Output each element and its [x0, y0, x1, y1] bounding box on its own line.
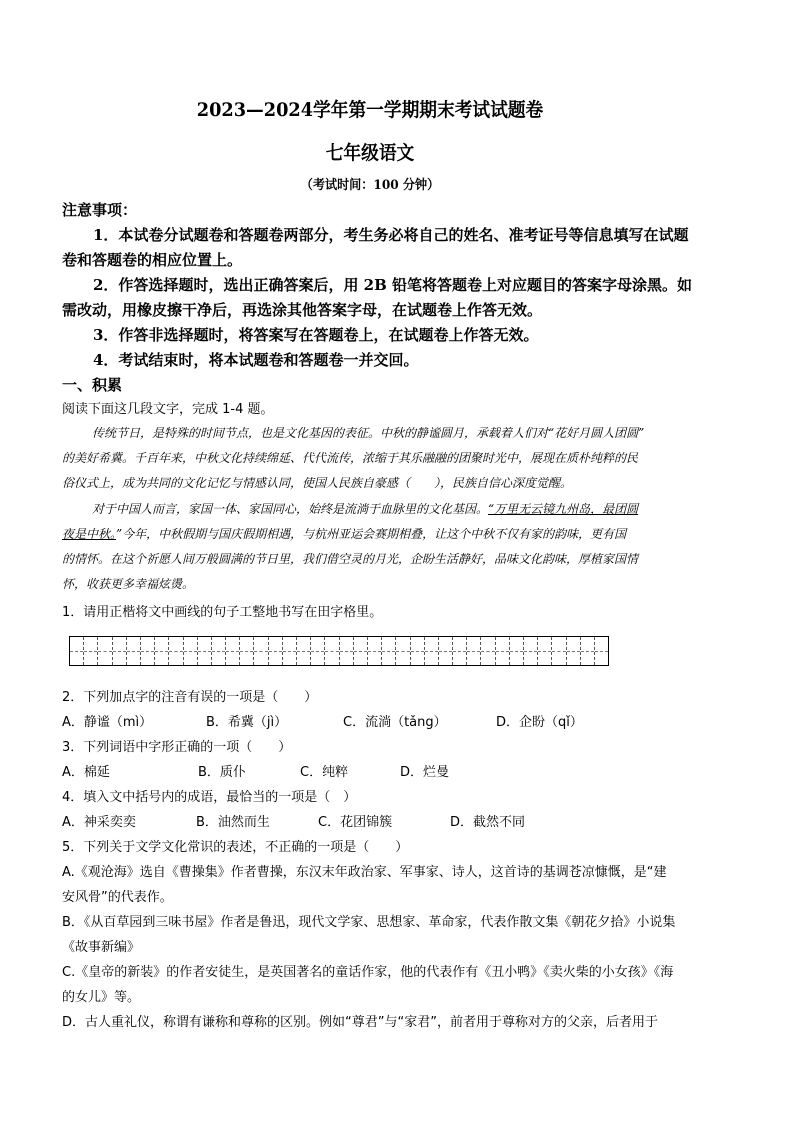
- question-2: 2．下列加点字的注音有误的一项是（ ）: [62, 690, 318, 705]
- q5-option-a-line2: 安风骨”的代表作。: [62, 890, 173, 905]
- question-4: 4．填入文中括号内的成语，最恰当的一项是（ ）: [62, 790, 357, 805]
- q4-option-a[interactable]: A．神采奕奕: [62, 815, 136, 830]
- q3-option-a[interactable]: A．棉延: [62, 765, 110, 780]
- note-1-line1: 1．本试卷分试题卷和答题卷两部分，考生务必将自己的姓名、准考证号等信息填写在试题: [93, 226, 689, 244]
- q5-option-b-line2: 《故事新编》: [62, 940, 141, 955]
- passage-p2-line2-plain: ”今年，中秋假期与国庆假期相遇，与杭州亚运会赛期相叠，让这个中秋不仅有家的韵味，更有国: [116, 527, 627, 541]
- note-1-line2: 卷和答题卷的相应位置上。: [62, 251, 243, 269]
- note-2-line1: 2．作答选择题时，选出正确答案后，用 2B 铅笔将答题卷上对应题目的答案字母涂黑。如: [93, 276, 693, 294]
- q5-option-b-line1[interactable]: B．《从百草园到三味书屋》作者是鲁迅，现代文学家、思想家、革命家，代表作散文集《朝花夕拾》小说集: [62, 915, 676, 930]
- section-intro: 阅读下面这几段文字，完成 1-4 题。: [62, 402, 274, 417]
- passage-p2-line1: [92, 500, 638, 517]
- q4-option-d[interactable]: D．截然不同: [450, 815, 526, 830]
- q2-option-d[interactable]: D．企盼（qǐ）: [496, 715, 583, 730]
- q5-option-c-line2: 的女儿》等。: [62, 990, 141, 1005]
- question-5: 5．下列关于文学文化常识的表述，不正确的一项是（ ）: [62, 840, 409, 855]
- passage-p1-line2: 的美好希冀。千百年来，中秋文化持续绵延、代代流传，浓缩于其乐融融的团聚时光中，展现在质朴纯粹的民: [62, 451, 639, 465]
- exam-title: 2023—2024学年第一学期期末考试试题卷: [196, 99, 544, 121]
- q3-option-d[interactable]: D．烂曼: [400, 765, 450, 780]
- passage-p2-line3: 的情怀。在这个祈愿人间万般圆满的节日里，我们借空灵的月光，企盼生活静好，品味文化韵味，厚植家国情: [62, 552, 639, 566]
- q4-option-b[interactable]: B．油然而生: [196, 815, 270, 830]
- exam-subject: 七年级语文: [325, 142, 415, 164]
- q3-option-b[interactable]: B．质仆: [198, 765, 246, 780]
- writing-grid[interactable]: [69, 636, 609, 666]
- exam-time: （考试时间：100 分钟）: [300, 178, 440, 193]
- q5-option-a-line1[interactable]: A.《观沧海》选自《曹操集》作者曹操，东汉末年政治家、军事家、诗人，这首诗的基调苍凉慷慨，是“建: [62, 865, 667, 880]
- question-3: 3．下列词语中字形正确的一项（ ）: [62, 740, 292, 755]
- q5-option-d-line1[interactable]: D．古人重礼仪，称谓有谦称和尊称的区别。例如“尊君”与“家君”，前者用于尊称对方的父亲，后者用于: [62, 1015, 658, 1030]
- q2-option-a[interactable]: A．静谧（mì）: [62, 715, 153, 730]
- note-2-line2: 需改动，用橡皮擦干净后，再选涂其他答案字母，在试题卷上作答无效。: [62, 301, 543, 319]
- notes-heading: 注意事项：: [62, 201, 138, 219]
- passage-p2-line4: 怀，收获更多幸福炫燙。: [62, 577, 195, 591]
- q4-option-c[interactable]: C．花团锦簇: [318, 815, 393, 830]
- passage-p2-line1-plain: 对于中国人而言，家国一体、家国同心，始终是流淌于血脉里的文化基因。: [92, 502, 489, 516]
- underlined-sentence-part1: “万里无云镜九州岛，最团圆: [488, 502, 639, 516]
- q2-option-b[interactable]: B．希冀（jì）: [206, 715, 288, 730]
- note-3: 3．作答非选择题时，将答案写在答题卷上，在试题卷上作答无效。: [93, 326, 539, 344]
- underlined-sentence-part2: 夜是中秋。: [62, 527, 117, 541]
- q5-option-c-line1[interactable]: C.《皇帝的新装》的作者安徒生，是英国著名的童话作家，他的代表作有《丑小鸭》《卖火柴的小女孩》《海: [62, 965, 674, 980]
- q2-option-c[interactable]: C．流淌（tǎng）: [343, 715, 447, 730]
- section-heading: 一、积累: [62, 376, 123, 394]
- passage-p1-line1: 传统节日，是特殊的时间节点，也是文化基因的表征。中秋的静谧圆月，承载着人们对“花好月圆人团圆”: [92, 426, 645, 440]
- q3-option-c[interactable]: C．纯粹: [300, 765, 349, 780]
- question-1: 1．请用正楷将文中画线的句子工整地书写在田字格里。: [62, 605, 383, 620]
- note-4: 4．考试结束时，将本试题卷和答题卷一并交回。: [93, 351, 419, 369]
- passage-p1-line3: 俗仪式上，成为共同的文化记忆与情感认同，使国人民族自豪感（ ），民族自信心深度觉醒。: [62, 476, 573, 490]
- passage-p2-line2: [62, 525, 626, 542]
